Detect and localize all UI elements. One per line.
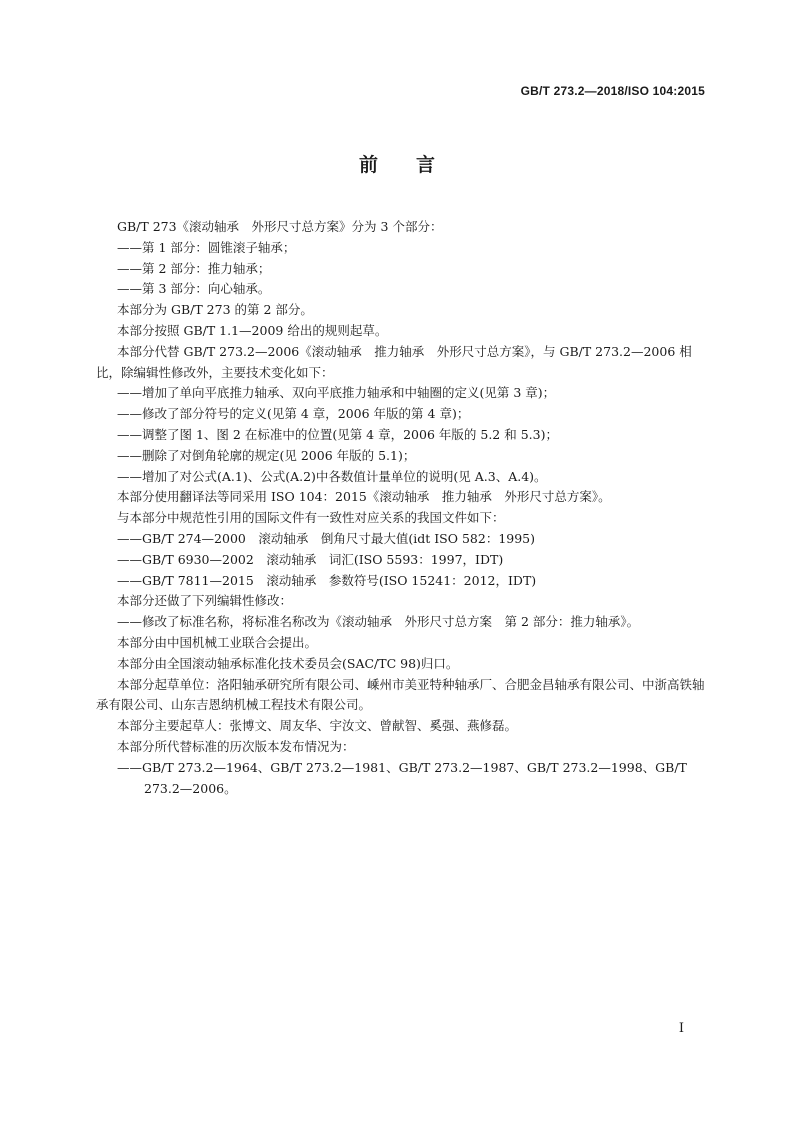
- paragraph: 本部分主要起草人：张博文、周友华、宇汝文、曾献智、奚强、燕修磊。: [117, 718, 518, 734]
- list-item: ——增加了单向平底推力轴承、双向平底推力轴承和中轴圈的定义(见第 3 章)；: [117, 385, 556, 401]
- paragraph: 本部分使用翻译法等同采用 ISO 104：2015《滚动轴承 推力轴承 外形尺寸总方案》。: [117, 489, 611, 505]
- list-item: ——第 2 部分：推力轴承；: [117, 260, 271, 276]
- paragraph: 本部分由全国滚动轴承标准化技术委员会(SAC/TC 98)归口。: [117, 655, 459, 671]
- list-item: ——第 1 部分：圆锥滚子轴承；: [117, 239, 296, 255]
- list-item: ——修改了标准名称，将标准名称改为《滚动轴承 外形尺寸总方案 第 2 部分：推力轴承》。: [117, 614, 640, 630]
- list-item: ——增加了对公式(A.1)、公式(A.2)中各数值计量单位的说明(见 A.3、A.4)。: [117, 468, 547, 484]
- list-item: ——GB/T 6930—2002 滚动轴承 词汇(ISO 5593：1997，IDT): [117, 551, 504, 567]
- page-number: I: [678, 1021, 684, 1036]
- paragraph: 本部分代替 GB/T 273.2—2006《滚动轴承 推力轴承 外形尺寸总方案》，与 GB/T 273.2—2006 相比，除编辑性修改外，主要技术变化如下：: [96, 343, 692, 380]
- paragraph: GB/T 273《滚动轴承 外形尺寸总方案》分为 3 个部分：: [117, 219, 443, 234]
- standard-code-header: GB/T 273.2—2018/ISO 104:2015: [520, 84, 705, 98]
- list-item: ——第 3 部分：向心轴承。: [117, 281, 271, 297]
- paragraph: 本部分还做了下列编辑性修改：: [117, 593, 293, 609]
- foreword-body: [96, 217, 707, 799]
- list-item: ——GB/T 273.2—1964、GB/T 273.2—1981、GB/T 273.2—1987、GB/T 273.2—1998、GB/T 273.2—2006。: [117, 759, 687, 796]
- list-item: ——修改了部分符号的定义(见第 4 章，2006 年版的第 4 章)；: [117, 406, 470, 422]
- paragraph: 与本部分中规范性引用的国际文件有一致性对应关系的我国文件如下：: [117, 510, 505, 526]
- paragraph: 本部分由中国机械工业联合会提出。: [117, 634, 318, 650]
- list-item: ——GB/T 274—2000 滚动轴承 倒角尺寸最大值(idt ISO 582：1995): [117, 530, 536, 546]
- page-title: 前言: [358, 154, 473, 176]
- paragraph: 本部分起草单位：洛阳轴承研究所有限公司、嵊州市美亚特种轴承厂、合肥金昌轴承有限公司、中浙高铁轴承有限公司、山东吉恩纳机械工程技术有限公司。: [96, 676, 705, 713]
- paragraph: 本部分按照 GB/T 1.1—2009 给出的规则起草。: [117, 322, 388, 338]
- list-item: ——删除了对倒角轮廓的规定(见 2006 年版的 5.1)；: [117, 447, 416, 463]
- list-item: ——调整了图 1、图 2 在标准中的位置(见第 4 章，2006 年版的 5.2 和 5.3)；: [117, 426, 558, 442]
- paragraph: 本部分所代替标准的历次版本发布情况为：: [117, 738, 355, 754]
- list-item: ——GB/T 7811—2015 滚动轴承 参数符号(ISO 15241：2012，IDT): [117, 572, 537, 588]
- paragraph: 本部分为 GB/T 273 的第 2 部分。: [117, 302, 313, 318]
